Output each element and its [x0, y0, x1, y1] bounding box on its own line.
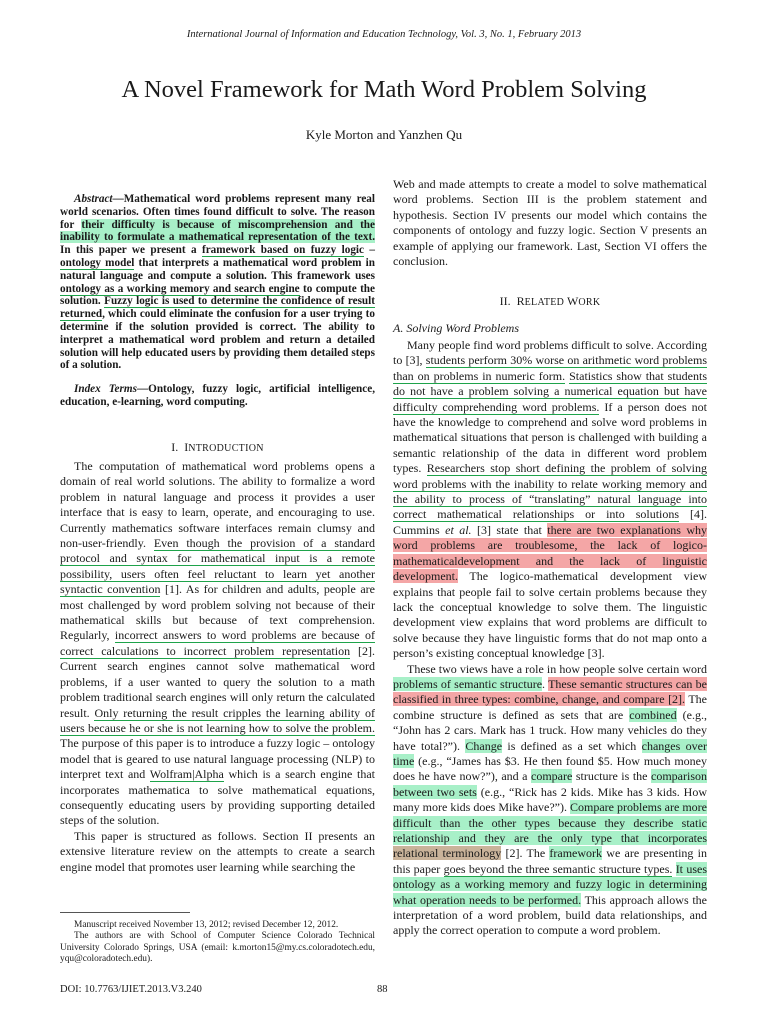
- related-paragraph: These two views have a role in how people solve certain word problems of semantic structure. These semantic structures can be classified in three types: combine, change, and compare [2]. The combine structure is defined as sets that are combined (e.g., “John has 2 cars. Mark has 1 truck. How many vehicles do they have total?”). Change is defined as a set which changes over time (e.g., “James has $3. He then found $5. How much money does he have now?”), and a compare structure is the comparison between two sets (e.g., “Rick has 2 kids. Mike has 3 kids. How many more kids does Mike have?”). Compare problems are more difficult than the other types because they describe static relationship and they are the only type that incorporates relational terminology [2]. The framework we are presenting in this paper goes beyond the three semantic structure types. It uses ontology as a working memory and fuzzy logic in determining what operation needs to be performed. This approach allows the interpretation of a word problem, build data relationships, and apply the correct operation to compute a word problem.: [393, 661, 707, 938]
- intro-continued: Web and made attempts to create a model to solve mathematical word problems. Section III is the problem statement and hypothesis. Section IV presents our model which contains the components of ontology and fuzzy logic. Section V presents an example of applying our framework. Last, Section VI offers the conclusion.: [393, 177, 707, 269]
- footnote-rule: [60, 912, 190, 913]
- highlight: combined: [629, 707, 677, 722]
- section-heading-related: II. RELATED WORK: [499, 294, 601, 308]
- underline: ontology as a working memory and search engine: [60, 282, 300, 295]
- paper-title: A Novel Framework for Math Word Problem Solving: [121, 76, 647, 103]
- journal-header: International Journal of Information and Education Technology, Vol. 3, No. 1, February 2013: [186, 29, 582, 40]
- subsection-heading: A. Solving Word Problems: [393, 321, 519, 335]
- paper-authors: Kyle Morton and Yanzhen Qu: [305, 127, 463, 142]
- intro-body: [60, 459, 375, 875]
- underline: framework based on fuzzy logic: [201, 244, 365, 257]
- highlight: Compare problems are more difficult than the other types because they describe static relationship and they are the only type that incorporates: [393, 800, 707, 845]
- underline: Only returning the result cripples the learning ability of users because he or she is not learning how to solve the problem.: [60, 705, 375, 735]
- intro-paragraph: This paper is structured as follows. Section II presents an extensive literature review on the attempts to create a search engine model that promotes user learning while searching the: [60, 828, 375, 874]
- highlight: their difficulty is because of miscomprehension and the inability to formulate a mathematical representation of the text.: [60, 218, 375, 244]
- abstract-label: Abstract: [74, 193, 113, 205]
- doi: DOI: 10.7763/IJIET.2013.V3.240: [60, 984, 202, 995]
- highlight: framework: [549, 846, 603, 861]
- highlight-red: These semantic structures can be classified in three types: combine, change, and compare [2].: [393, 676, 707, 707]
- index-terms-label: Index Terms: [74, 383, 137, 395]
- underline: ontology model: [60, 256, 135, 269]
- underline: Researchers stop short defining the problem of solving word problems with the inability to relate working memory and the ability to process of “translating” natural language into correct mathematical relationships or into solutions: [393, 461, 707, 522]
- highlight: comparison between two sets: [393, 769, 707, 799]
- section-heading-intro: I. INTRODUCTION: [171, 440, 264, 454]
- intro-paragraph: The computation of mathematical word problems opens a domain of real world solutions. The ability to formalize a word problem in natural language and process it provides a user interface that is easy to learn, operate, and encouraging to use. Currently mathematics software interfaces remain clumsy and non-user-friendly. Even though the provision of a standard protocol and syntax for mathematical input is a remote possibility, users often feel reluctant to learn yet another syntactic convention [1]. As for children and adults, people are most challenged by word problem solving not because of their mathematical skills but because of text comprehension. Regularly, incorrect answers to word problems are because of correct calculations to incorrect problem representation [2]. Current search engines cannot solve mathematical word problems, if a user wanted to query the solution to a math problem traditional search engines will only return the calculated result. Only returning the result cripples the learning ability of users because he or she is not learning how to solve the problem. The purpose of this paper is to introduce a fuzzy logic – ontology model that is geared to use natural language processing (NLP) to interpret text and Wolfram|Alpha which is a search engine that incorporates mathematica to solve mathematical equations, consequently educating users by providing supporting detailed steps of the solution.: [60, 459, 376, 828]
- highlight: changes over time: [393, 738, 707, 768]
- related-body: [393, 338, 707, 939]
- underline: goes beyond the three semantic structure types.: [443, 861, 673, 876]
- highlight: It uses ontology as a working memory and fuzzy logic in determining what operation needs to be performed.: [393, 861, 707, 907]
- underline: incorrect answers to word problems are because of correct calculations to incorrect problem representation: [60, 628, 375, 658]
- highlight: compare: [531, 769, 573, 784]
- page-number: 88: [377, 984, 388, 995]
- related-paragraph: Many people find word problems difficult to solve. According to [3], students perform 30% worse on arithmetic word problems than on problems in numeric form. Statistics show that students do not have a problem solving a numerical equation but have difficulty comprehending word problems. If a person does not have the knowledge to comprehend and solve word problems in mathematical situations that person is challenged with building a semantic relationship of the data in different word problem types. Researchers stop short defining the problem of solving word problems with the inability to relate working memory and the ability to process of “translating” natural language into correct mathematical relationships or into solutions [4]. Cummins et al. [3] state that there are two explanations why word problems are troublesome, the lack of logico-mathematicaldevelopment and the lack of linguistic development. The logico-mathematical development view explains that people fail to solve certain problems because they lack the conceptual knowledge to solve them. The linguistic development view explains that word problems are difficult to solve because they have linguistic forms that do not map onto a person’s existing conceptual knowledge [3].: [393, 338, 708, 661]
- footnote: Manuscript received November 13, 2012; revised December 12, 2012. The authors are with School of Computer Science Colorado Technical University Colorado Springs, USA (email: k.morton15@my.cs.coloradotech.edu, yqu@coloradotech.edu).: [60, 920, 375, 964]
- highlight-red: there are two explanations why word problems are troublesome, the lack of logico-mathematicaldevelopment and the lack of linguistic development.: [393, 522, 707, 584]
- index-terms: Index Terms—Ontology, fuzzy logic, artificial intelligence, education, e-learning, word computing.: [60, 383, 375, 408]
- highlight-brown: relational terminology: [393, 846, 502, 861]
- highlight: problems of semantic structure: [393, 676, 543, 691]
- underline: Wolfram|Alpha: [149, 767, 224, 782]
- underline: students perform 30% worse on arithmetic word problems than on problems in numeric form.: [393, 353, 708, 383]
- highlight: Change: [465, 738, 503, 753]
- underline: Statistics show that students do not have a problem solving a numerical equation but have difficulty comprehending word problems.: [393, 368, 708, 414]
- underline: Fuzzy logic is used to determine the confidence of result returned: [60, 295, 375, 321]
- abstract: Abstract—Mathematical word problems represent many real world scenarios. Often times found difficult to solve. The reason for their difficulty is because of miscomprehension and the inability to formulate a mathematical representation of the text. In this paper we present a framework based on fuzzy logic – ontology model that interprets a mathematical word problem in natural language and compute a solution. This framework uses ontology as a working memory and search engine to compute the solution. Fuzzy logic is used to determine the confidence of result returned, which could eliminate the confusion for a user trying to determine if the solution provided is correct. The ability to interpret a mathematical word problem and return a detailed solution will help educated users by providing them detailed steps of a solution.: [60, 193, 376, 372]
- underline: Even though the provision of a standard protocol and syntax for mathematical input is a remote possibility, users often feel reluctant to learn yet another syntactic convention: [60, 536, 375, 597]
